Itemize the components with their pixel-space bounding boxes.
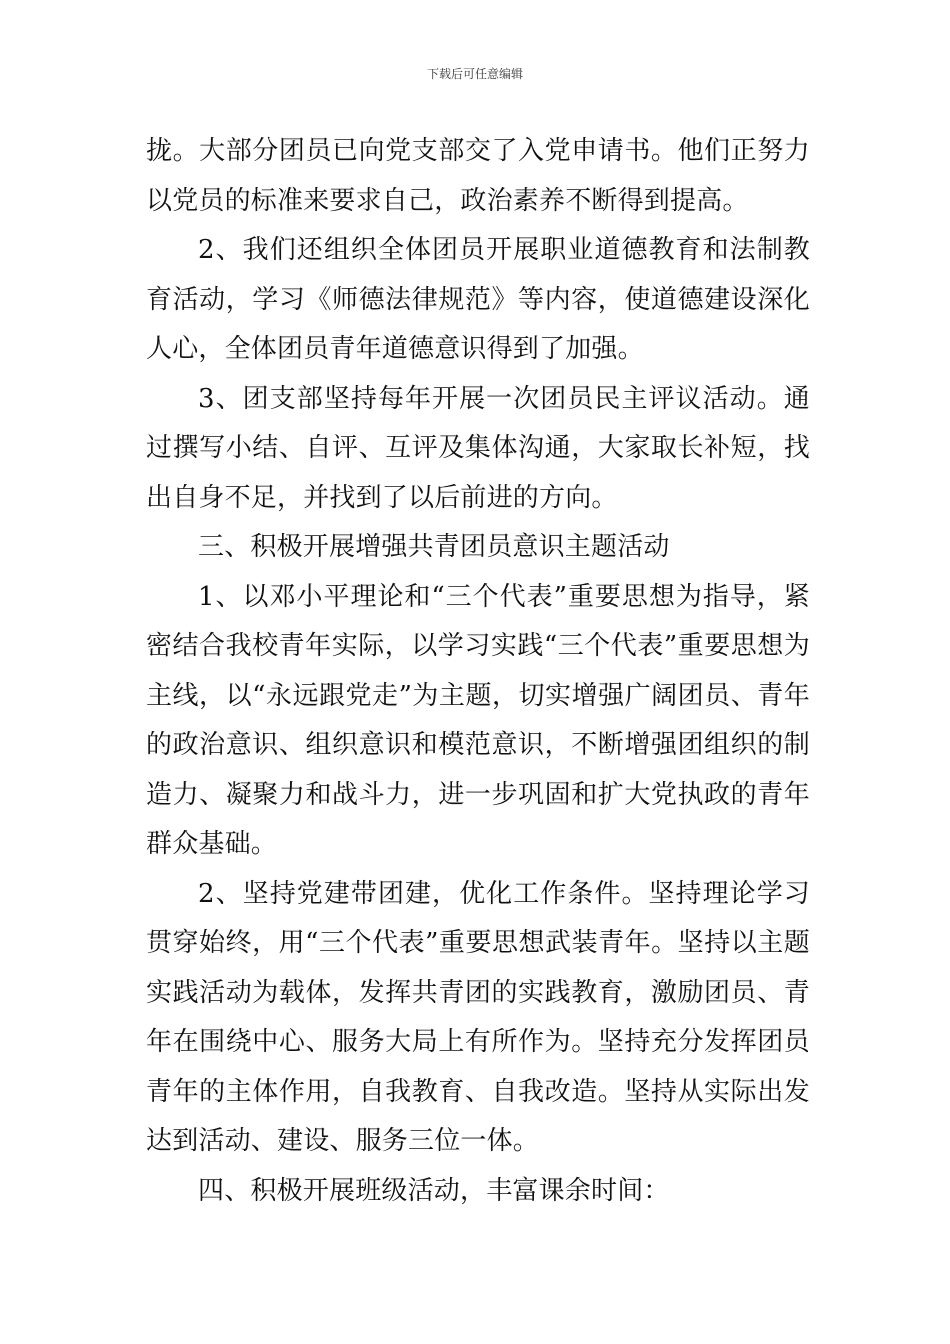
section-heading-three: 三、积极开展增强共青团员意识主题活动 (198, 532, 670, 562)
paragraph-continuation: 拢。大部分团员已向党支部交了入党申请书。他们正努力以党员的标准来要求自己，政治素养不断得到提高。 (146, 136, 810, 216)
paragraph-item-1-guiding-theory: 1、以邓小平理论和“三个代表”重要思想为指导，紧密结合我校青年实际，以学习实践“三个代表”重要思想为主线，以“永远跟党走”为主题，切实增强广阔团员、青年的政治意识、组织意识和模范意识，不断增强团组织的制造力、凝聚力和战斗力，进一步巩固和扩大党执政的青年群众基础。 (146, 581, 810, 859)
paragraph-item-3-member-evaluation: 3、团支部坚持每年开展一次团员民主评议活动。通过撰写小结、自评、互评及集体沟通，大家取长补短，找出自身不足，并找到了以后前进的方向。 (146, 383, 810, 513)
document-body (146, 127, 810, 1216)
section-heading-four: 四、积极开展班级活动，丰富课余时间： (198, 1175, 670, 1206)
page-header: 下载后可任意编辑 (426, 67, 523, 81)
paragraph-item-2-party-building: 2、坚持党建带团建，优化工作条件。坚持理论学习贯穿始终，用“三个代表”重要思想武装青年。坚持以主题实践活动为载体，发挥共青团的实践教育，激励团员、青年在围绕中心、服务大局上有所作为。坚持充分发挥团员青年的主体作用，自我教育、自我改造。坚持从实际出发达到活动、建设、服务三位一体。 (146, 878, 810, 1156)
paragraph-item-2-ethics-education: 2、我们还组织全体团员开展职业道德教育和法制教育活动，学习《师德法律规范》等内容，使道德建设深化人心，全体团员青年道德意识得到了加强。 (146, 235, 810, 364)
